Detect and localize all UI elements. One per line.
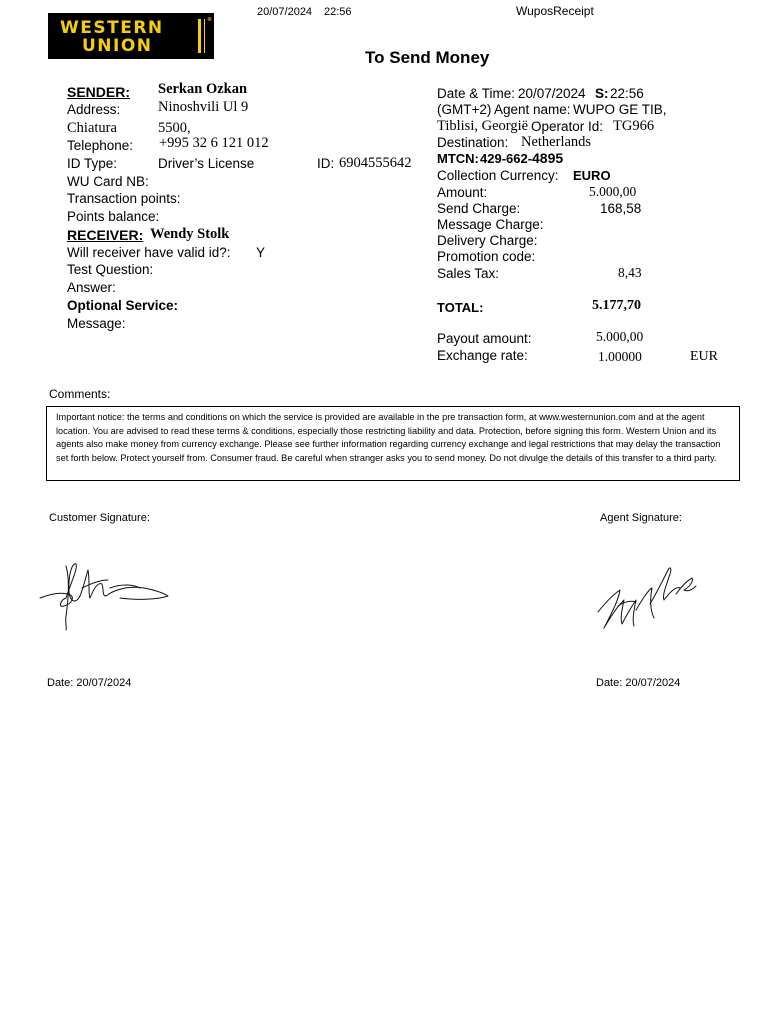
sender-address: Ninoshvili Ul 9 xyxy=(158,99,249,115)
agent-signature xyxy=(592,560,702,636)
id-type-label: ID Type: xyxy=(67,156,118,171)
valid-id-value: Y xyxy=(256,245,266,260)
important-notice-box xyxy=(46,406,740,481)
sender-postal: 5500, xyxy=(158,120,191,136)
promotion-code-label: Promotion code: xyxy=(437,249,536,264)
receiver-name: Wendy Stolk xyxy=(150,226,230,242)
logo-bar-thin xyxy=(204,19,205,53)
datetime-label: Date & Time: xyxy=(437,86,516,101)
customer-signature-label: Customer Signature: xyxy=(49,512,150,524)
receiver-label: RECEIVER: xyxy=(67,227,144,243)
telephone-label: Telephone: xyxy=(67,138,134,153)
agent-location: Tiblisi, Georgië xyxy=(437,118,529,134)
optional-service-label: Optional Service: xyxy=(67,298,179,313)
document-name: WuposReceipt xyxy=(516,4,594,18)
agent-signature-date: Date: 20/07/2024 xyxy=(596,677,681,689)
id-label: ID: xyxy=(317,156,335,171)
valid-id-label: Will receiver have valid id?: xyxy=(67,245,231,260)
agent-signature-label: Agent Signature: xyxy=(600,512,682,524)
page-title: To Send Money xyxy=(365,48,490,67)
sender-telephone: +995 32 6 121 012 xyxy=(159,135,269,151)
logo-text-line2: UNION xyxy=(82,36,153,56)
collection-currency: EURO xyxy=(573,168,611,183)
exchange-rate-value: 1.00000 xyxy=(598,349,642,364)
destination-label: Destination: xyxy=(437,135,509,150)
transaction-date: 20/07/2024 xyxy=(518,86,586,101)
total-label: TOTAL: xyxy=(437,300,484,315)
customer-signature xyxy=(36,558,176,634)
western-union-logo xyxy=(48,13,214,59)
amount-value: 5.000,00 xyxy=(589,184,637,199)
sender-city: Chiatura xyxy=(67,120,117,136)
exchange-currency: EUR xyxy=(690,349,718,364)
address-label: Address: xyxy=(67,102,121,117)
destination: Netherlands xyxy=(521,134,592,150)
transaction-points-label: Transaction points: xyxy=(67,191,181,206)
points-balance-label: Points balance: xyxy=(67,209,160,224)
comments-label: Comments: xyxy=(49,387,111,401)
message-label: Message: xyxy=(67,316,126,331)
collection-currency-label: Collection Currency: xyxy=(437,168,559,183)
message-charge-label: Message Charge: xyxy=(437,217,544,232)
amount-label: Amount: xyxy=(437,185,488,200)
sender-id-type: Driver’s License xyxy=(158,156,255,171)
delivery-charge-label: Delivery Charge: xyxy=(437,233,538,248)
mtcn-part1: 429-662- xyxy=(480,151,533,166)
wu-card-label: WU Card NB: xyxy=(67,174,149,189)
total-value: 5.177,70 xyxy=(592,298,641,313)
operator-id-label: Operator Id: xyxy=(531,119,604,134)
customer-signature-date: Date: 20/07/2024 xyxy=(47,677,132,689)
sender-label: SENDER: xyxy=(67,84,131,100)
test-question-label: Test Question: xyxy=(67,262,154,277)
sales-tax-label: Sales Tax: xyxy=(437,266,500,281)
sender-id-number: 6904555642 xyxy=(339,155,412,171)
exchange-rate-label: Exchange rate: xyxy=(437,348,528,363)
logo-registered-mark: ® xyxy=(207,17,212,23)
agent-name-label: Agent name: xyxy=(494,102,571,117)
answer-label: Answer: xyxy=(67,280,116,295)
payout-amount-label: Payout amount: xyxy=(437,331,532,346)
payout-amount-value: 5.000,00 xyxy=(596,329,644,344)
operator-id: TG966 xyxy=(613,118,655,134)
timezone: (GMT+2) xyxy=(437,102,492,117)
mtcn-part2: 4895 xyxy=(532,150,564,166)
send-charge-label: Send Charge: xyxy=(437,201,521,216)
agent-name: WUPO GE TIB, xyxy=(573,102,667,117)
logo-bar xyxy=(198,19,201,53)
transaction-time: 22:56 xyxy=(610,86,644,101)
sales-tax-value: 8,43 xyxy=(618,265,642,280)
send-charge-value: 168,58 xyxy=(600,201,642,216)
important-notice-text: Important notice: the terms and conditions on which the service is provided are available in the pre transaction form, at www.westernunion.com and at the agent location. You are advised to read these terms & conditions, especially those restricting liability and data. Protection, before signing this form. Western Union and its agents also make money from currency exchange. Please see further information regarding currency exchange and legal restrictions that may delay the transaction set forth below. Protect yourself from. Consumer fraud. Be careful when stranger asks you to send money. Do not divulge the details of this transfer to a third party. xyxy=(56,412,721,464)
sender-name: Serkan Ozkan xyxy=(158,81,248,97)
mtcn-label: MTCN: xyxy=(437,151,479,166)
header-time: 22:56 xyxy=(324,6,352,18)
s-label: S: xyxy=(595,86,609,101)
header-date: 20/07/2024 xyxy=(257,6,313,18)
logo-text-line1: WESTERN xyxy=(60,18,164,38)
